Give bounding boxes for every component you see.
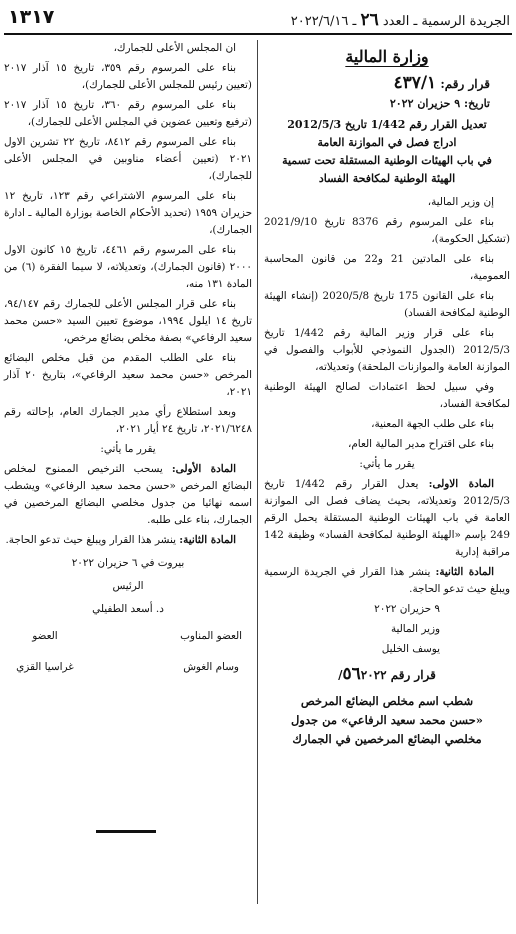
subject-line: شطب اسم مخلص البضائع المرخص — [300, 694, 474, 708]
preamble-paragraph: بناء على المرسوم رقم 8376 تاريخ 2021/9/10 (تشكيل الحكومة)، — [264, 216, 510, 245]
page-header — [4, 6, 512, 32]
preamble-paragraph: وبعد استطلاع رأي مدير الجمارك العام، بإحالته رقم ٢٠٢١/٦٢٤٨، تاريخ ٢٤ أيار ٢٠٢١، — [4, 406, 252, 435]
subject-line: ادراج فصل في الموازنة العامة — [317, 136, 457, 149]
decision-label: قرار رقم: — [440, 77, 490, 91]
decision-number: ٤٣٧/١ — [393, 73, 437, 93]
preamble-paragraph: بناء على القانون 175 تاريخ 2020/5/8 (إنشاء الهيئة الوطنية لمكافحة الفساد) — [264, 290, 510, 319]
preamble-paragraph: بناء على المرسوم رقم ٣٦٠، تاريخ ١٥ آذار ٢٠١٧ (ترفيع وتعيين عضوين في المجلس الأعلى للجمارك)، — [4, 99, 252, 128]
board-members — [4, 628, 252, 690]
decision-2-year: ٢٠٢٢/ — [338, 668, 387, 682]
article-2-label: المادة الثانية: — [179, 534, 236, 546]
article-1-label: المادة الأولى: — [171, 463, 236, 475]
preamble-paragraph: بناء على الطلب المقدم من قبل مخلص البضائع المرخص «حسن محمد سعيد الرفاعي»، بتاريخ ٢٠ آذار ٢٠٢١، — [4, 352, 252, 398]
signature-block — [4, 555, 252, 618]
left-column — [4, 40, 252, 690]
subject-line: في باب الهيئات الوطنية المستقلة تحت تسمية — [282, 154, 492, 167]
preamble-paragraph: بناء على المرسوم رقم ٤٤٦١، تاريخ ١٥ كانون الاول ٢٠٠٠ (قانون الجمارك)، وتعديلاته، لا سيما الفقرة (٦) من المادة ١٣١ منه، — [4, 244, 252, 290]
decides-heading: يقرر ما يأتي: — [100, 443, 156, 455]
decision-date: تاريخ: ٩ حزيران ٢٠٢٢ — [389, 97, 490, 110]
preamble-paragraph: بناء على قرار وزير المالية رقم 1/442 تاريخ 2012/5/3 (الجدول النموذجي للأبواب والفصول في الموازنة العامة والموازنات الملحقة) وتعديلاته، — [264, 327, 510, 373]
preamble-paragraph: بناء على طلب الجهة المعنية، — [371, 418, 494, 430]
preamble-paragraph: بناء على اقتراح مدير المالية العام، — [348, 438, 494, 450]
article-1-text: يسحب الترخيص الممنوح لمخلص البضائع المرخص «حسن محمد سعيد الرفاعي» ويشطب اسمه نهائيا من جدول مخلصي البضائع المرخصين في الجمارك، بناء على طلبه. — [4, 463, 252, 526]
article-2-text: ينشر هذا القرار ويبلغ حيث تدعو الحاجة. — [5, 534, 176, 546]
article-2-label: المادة الثانية: — [435, 566, 494, 578]
decision-2-number-line — [264, 666, 510, 684]
decision-2-number: ٥٦ — [342, 664, 361, 684]
ministry-title: وزارة المالية — [345, 47, 429, 66]
gazette-header-title — [291, 10, 510, 30]
decision-2-subject — [264, 692, 510, 749]
member — [4, 628, 86, 690]
article-2 — [264, 564, 510, 598]
article-1-text: يعدل القرار رقم 1/442 تاريخ 2012/5/3 وتعديلاته، بحيث يضاف فصل الى الموازنة العامة في باب الهيئات الوطنية المستقلة يحمل الرقم 249 بإسم «الهيئة الوطنية لمكافحة الفساد» وظيفة 142 مراقبة إدارية — [264, 478, 510, 558]
preamble-paragraph: بناء على المرسوم رقم ٣٥٩، تاريخ ١٥ آذار ٢٠١٧ (تعيين رئيس للمجلس الأعلى للجمارك)، — [4, 62, 252, 91]
article-2-text: ينشر هذا القرار في الجريدة الرسمية ويبلغ حيث تدعو الحاجة. — [264, 566, 510, 595]
member-title: العضو — [32, 630, 58, 642]
subject-line: الهيئة الوطنية لمكافحة الفساد — [318, 172, 456, 185]
alt-member — [170, 628, 252, 690]
preamble-paragraph: بناء على قرار المجلس الأعلى للجمارك رقم ٩٤/١٤٧، تاريخ ١٤ ايلول ١٩٩٤، موضوع تعيين السيد «حسن محمد سعيد الرفاعي» بصفة مخلص بضائع مرخص، — [4, 298, 252, 344]
preamble-paragraph: بناء على المرسوم رقم ٨٤١٢، تاريخ ٢٢ تشرين الاول ٢٠٢١ (تعيين أعضاء مناوبين في المجلس الأعلى للجمارك)، — [4, 136, 252, 182]
article-2 — [4, 532, 252, 549]
preamble-paragraph: إن وزير المالية، — [427, 196, 494, 208]
alt-member-name: وسام الغوش — [183, 661, 239, 673]
alt-member-title: العضو المناوب — [180, 630, 243, 642]
signature-date: ٩ حزيران ٢٠٢٢ — [374, 603, 440, 615]
subject-line: تعديل القرار رقم 1/442 تاريخ 2012/5/3 — [287, 118, 487, 131]
member-name: غراسيا القزي — [16, 661, 74, 673]
header-rule — [4, 33, 512, 35]
decision-subject — [264, 116, 510, 188]
preamble-paragraph: ان المجلس الأعلى للجمارك، — [113, 42, 236, 54]
place-date: بيروت في ٦ حزيران ٢٠٢٢ — [71, 557, 185, 569]
decides-heading: يقرر ما يأتي: — [359, 458, 415, 470]
preamble-paragraph: بناء على المادتين 21 و22 من قانون المحاسبة العمومية، — [264, 253, 510, 282]
president-name: د. أسعد الطفيلي — [92, 603, 164, 615]
signatory-name: يوسف الخليل — [381, 643, 440, 655]
subject-line: مخلصي البضائع المرخصين في الجمارك — [292, 732, 482, 746]
article-1 — [264, 476, 510, 561]
page-number: ١٣١٧ — [8, 6, 55, 28]
issue-date: ـ ٢٠٢٢/٦/١٦ — [290, 14, 357, 29]
decision-2-label: قرار رقم — [390, 668, 436, 682]
decision-number-line — [264, 75, 510, 93]
column-divider — [257, 40, 258, 904]
end-ornament-rule — [96, 830, 156, 833]
gazette-prefix: الجريدة الرسمية ـ العدد — [382, 14, 510, 29]
signatory-title: وزير المالية — [390, 623, 440, 635]
issue-number: ٢٦ — [360, 10, 379, 30]
president-title: الرئيس — [112, 580, 144, 592]
preamble-paragraph: وفي سبيل لحظ اعتمادات لصالح الهيئة الوطنية لمكافحة الفساد، — [264, 381, 510, 410]
preamble-paragraph: بناء على المرسوم الاشتراعي رقم ١٢٣، تاريخ ١٢ حزيران ١٩٥٩ (تحديد الأحكام الخاصة بوزارة المالية ـ ادارة الجمارك)، — [4, 190, 252, 236]
subject-line: «حسن محمد سعيد الرفاعي» من جدول — [291, 713, 483, 727]
right-column — [264, 40, 510, 749]
article-1 — [4, 461, 252, 529]
article-1-label: المادة الاولى: — [428, 478, 494, 490]
